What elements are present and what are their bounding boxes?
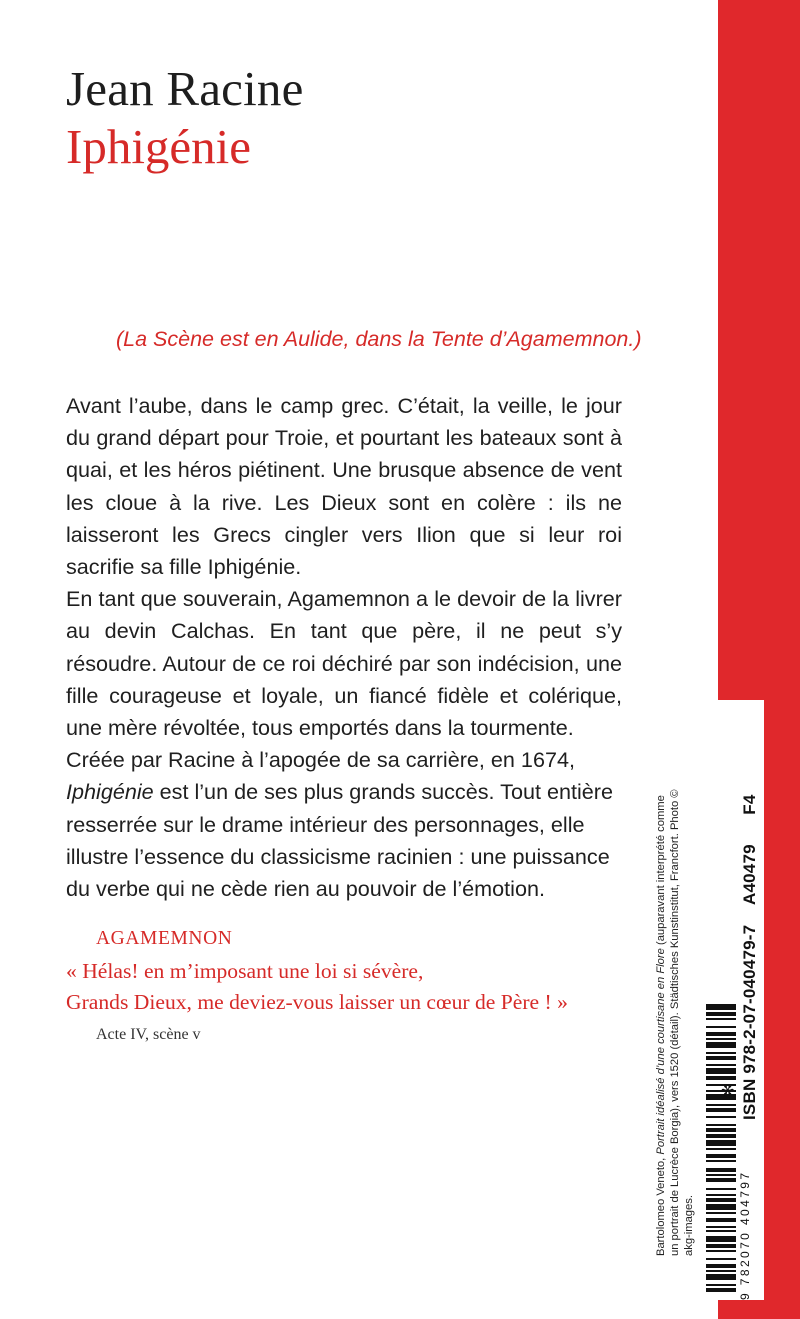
barcode-bar bbox=[706, 1140, 736, 1146]
barcode-bar bbox=[706, 1204, 736, 1210]
image-credit bbox=[654, 786, 697, 1256]
barcode-bar bbox=[706, 1194, 736, 1196]
barcode-bar bbox=[706, 1230, 736, 1232]
book-title: Iphigénie bbox=[66, 119, 252, 174]
scene-setting: (La Scène est en Aulide, dans la Tente d’Agamemnon.) bbox=[116, 327, 642, 351]
barcode-bar bbox=[706, 1226, 736, 1228]
barcode-bar bbox=[706, 1154, 736, 1158]
barcode-bar bbox=[706, 1174, 736, 1176]
barcode-bar bbox=[706, 1244, 736, 1248]
barcode-bar bbox=[706, 1038, 736, 1040]
isbn-line bbox=[740, 794, 760, 1120]
barcode-bar bbox=[706, 1198, 736, 1202]
barcode-bar bbox=[706, 1052, 736, 1054]
blurb-paragraph-3-start: Créée par Racine à l’apogée de sa carrière, en 1674, bbox=[66, 747, 575, 773]
barcode-bar bbox=[706, 1188, 736, 1190]
barcode-digits: 9 782070 404797 bbox=[738, 1170, 752, 1300]
barcode-bar bbox=[706, 1012, 736, 1016]
author-name: Jean Racine bbox=[66, 61, 304, 116]
blurb-paragraph-3 bbox=[66, 744, 622, 905]
barcode-bar bbox=[706, 1236, 736, 1242]
price-code: F4 bbox=[740, 794, 759, 815]
barcode-bar bbox=[706, 1212, 736, 1214]
barcode-bar bbox=[706, 1134, 736, 1138]
barcode-bar bbox=[706, 1274, 736, 1280]
barcode-bar bbox=[706, 1056, 736, 1060]
barcode-bar bbox=[706, 1270, 736, 1272]
barcode-bar bbox=[706, 1148, 736, 1150]
isbn-number: ISBN 978-2-07-040479-7 bbox=[740, 924, 759, 1120]
barcode-bar bbox=[706, 1018, 736, 1020]
blurb-paragraph-3-rest: est l’un de ses plus grands succès. Tout entière resserrée sur le drame intérieur des personnages, elle illustre l’essence du classicisme racinien : une puissance du verbe qui ne cède rien au pouvoir de l’émotion. bbox=[66, 779, 613, 902]
barcode-bar bbox=[706, 1026, 736, 1028]
credit-artist: Bartolomeo Veneto, bbox=[655, 1154, 667, 1256]
barcode-bar bbox=[706, 1288, 736, 1292]
barcode-bar bbox=[706, 1264, 736, 1268]
credit-rest: (auparavant interprété comme un portrait de Lucrèce Borgia), vers 1520 (détail). Städtisches Kunstinstitut, Francfort. Photo © akg-images. bbox=[655, 789, 696, 1256]
barcode-bar bbox=[706, 1004, 736, 1010]
barcode-bar bbox=[706, 1104, 736, 1106]
barcode-bar bbox=[706, 1128, 736, 1132]
quote-speaker: AGAMEMNON bbox=[96, 928, 233, 949]
barcode-bar bbox=[706, 1250, 736, 1252]
quote-reference: Acte IV, scène v bbox=[96, 1026, 201, 1043]
blurb-paragraph-2: En tant que souverain, Agamemnon a le devoir de la livrer au devin Calchas. En tant que père, il ne peut s’y résoudre. Autour de ce roi déchiré par son indécision, une fille courageuse et loyale, un fiancé fidèle et colérique, une mère révoltée, tous emportés dans la tourmente. bbox=[66, 586, 622, 741]
barcode-bar bbox=[706, 1218, 736, 1222]
publisher-logo-icon: ✻ bbox=[720, 1083, 738, 1097]
blurb-title-italic: Iphigénie bbox=[66, 779, 154, 805]
barcode-bar bbox=[706, 1042, 736, 1048]
quote-line-1: « Hélas! en m’imposant une loi si sévère, bbox=[66, 959, 424, 983]
barcode-bar bbox=[706, 1068, 736, 1074]
credit-work-title: Portrait idéalisé d’une courtisane en Flore bbox=[655, 948, 667, 1155]
blurb-paragraph-1: Avant l’aube, dans le camp grec. C’était, la veille, le jour du grand départ pour Troie, et pourtant les bateaux sont à quai, et les héros piétinent. Une brusque absence de vent les cloue à la rive. Les Dieux sont en colère : ils ne laisseront les Grecs cingler vers Ilion que si leur roi sacrifie sa fille Iphigénie. bbox=[66, 393, 622, 580]
blurb bbox=[66, 390, 622, 905]
barcode-bar bbox=[706, 1258, 736, 1260]
quote-line-2: Grands Dieux, me deviez-vous laisser un cœur de Père ! » bbox=[66, 990, 568, 1014]
barcode-bar bbox=[706, 1124, 736, 1126]
barcode-bar bbox=[706, 1064, 736, 1066]
barcode-bar bbox=[706, 1160, 736, 1162]
barcode-bar bbox=[706, 1032, 736, 1036]
barcode-bar bbox=[706, 1116, 736, 1118]
barcode-bar bbox=[706, 1108, 736, 1112]
product-code: A40479 bbox=[740, 844, 759, 905]
barcode-bar bbox=[706, 1076, 736, 1080]
barcode-bar bbox=[706, 1178, 736, 1182]
barcode-bar bbox=[706, 1168, 736, 1172]
barcode-bar bbox=[706, 1284, 736, 1286]
